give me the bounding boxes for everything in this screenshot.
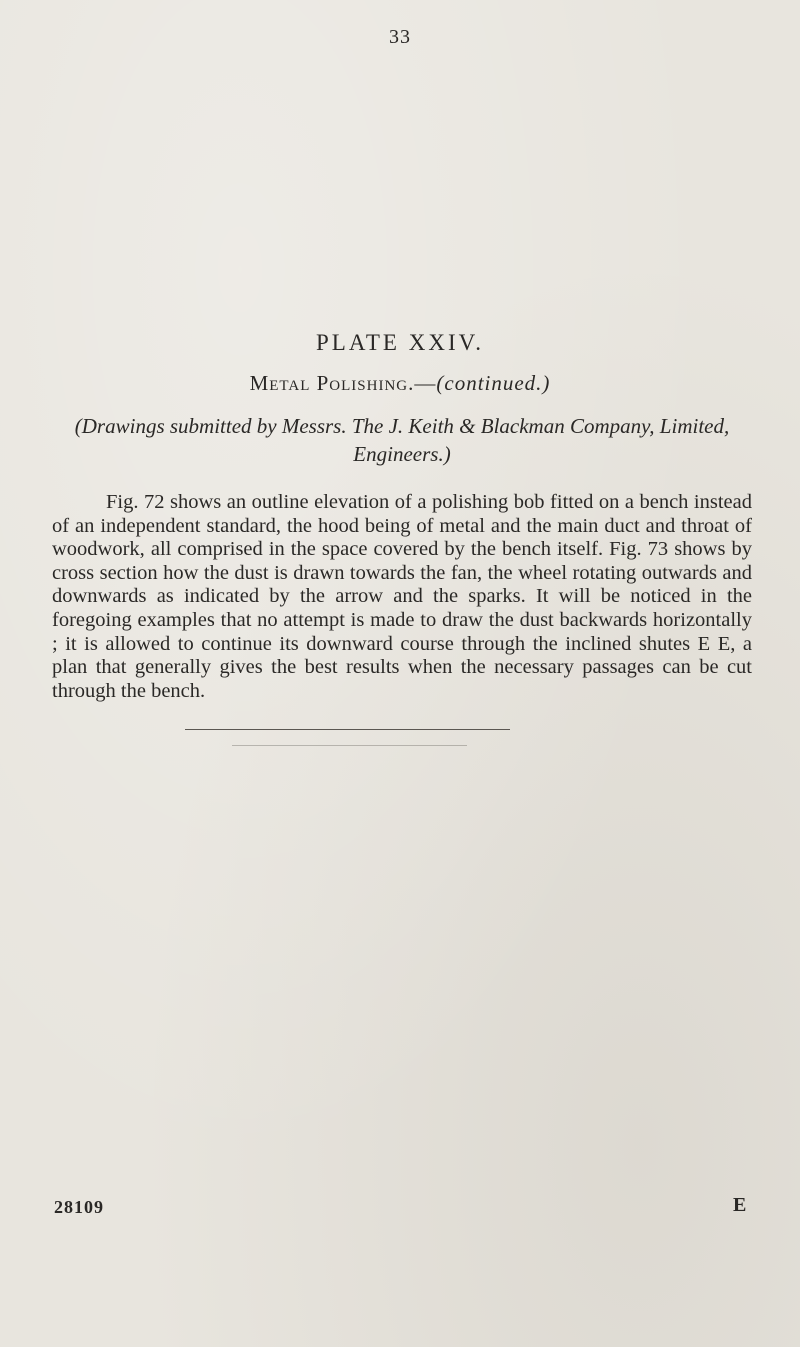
section-suffix: (continued.): [436, 371, 551, 395]
attribution: (Drawings submitted by Messrs. The J. Keith & Blackman Company, Limited, Engineers.): [74, 414, 730, 466]
section-name: Metal Polishing: [249, 371, 409, 395]
divider-rule-faint: [232, 745, 467, 746]
signature-mark: E: [733, 1194, 747, 1216]
divider-rule: [185, 729, 510, 730]
page-number: 33: [389, 26, 411, 48]
section-title: [0, 371, 800, 396]
body-paragraph: Fig. 72 shows an outline elevation of a polishing bob fitted on a bench instead of an independent standard, the hood being of metal and the main duct and throat of woodwork, all comprised in the space covered by the bench itself. Fig. 73 shows by cross section how the dust is drawn towards the fan, the wheel rotating outwards and downwards as indicated by the arrow and the sparks. It will be noticed in the foregoing examples that no attempt is made to draw the dust backwards horizontally ; it is allowed to continue its downward course through the inclined shutes E E, a plan that generally gives the best results when the necessary passages can be cut through the bench.: [52, 491, 752, 702]
section-dash: .—: [408, 371, 437, 395]
print-code: 28109: [54, 1197, 104, 1217]
plate-title: PLATE XXIV.: [315, 330, 485, 355]
